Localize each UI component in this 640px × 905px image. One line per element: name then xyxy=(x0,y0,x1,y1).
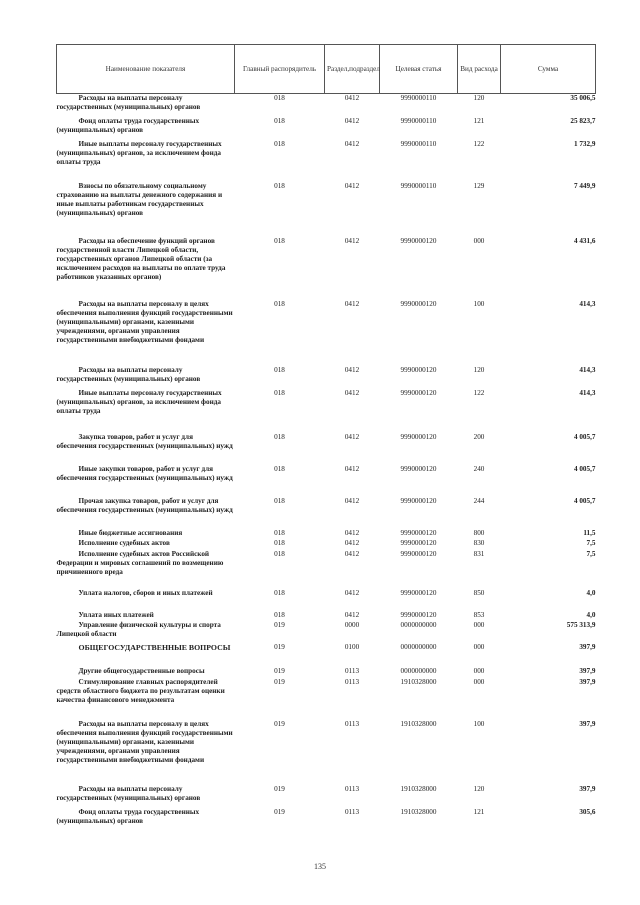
cell-celevaya: 9990000120 xyxy=(400,299,437,308)
cell-glavny: 019 xyxy=(274,719,285,728)
cell-summa: 11,5 xyxy=(583,528,596,537)
cell-name-text: Иные закупки товаров, работ и услуг для обеспечения государственных (муниципальных) нужд xyxy=(56,464,233,482)
cell-name-text: ОБЩЕГОСУДАРСТВЕННЫЕ ВОПРОСЫ xyxy=(78,642,231,652)
cell-name-text: Расходы на выплаты персоналу в целях обеспечения выполнения функций государственными (муниципальными) органами, казенными учреждениями, органами управления государственными внебюджетными фондами xyxy=(56,719,233,764)
cell-name xyxy=(57,497,235,529)
cell-summa: 414,3 xyxy=(579,299,596,308)
cell-vid: 800 xyxy=(473,528,485,537)
cell-glavny: 018 xyxy=(274,588,285,597)
cell-name-text: Взносы по обязательному социальному страхованию на выплаты денежного содержания и иные выплаты работникам государственных (муниципальных) органов xyxy=(56,181,223,217)
table-row xyxy=(57,117,596,140)
cell-vid: 830 xyxy=(473,538,485,547)
cell-name xyxy=(57,720,235,785)
cell-celevaya: 9990000120 xyxy=(400,528,437,537)
cell-glavny: 018 xyxy=(274,181,285,190)
cell-razdel: 0412 xyxy=(344,94,360,102)
cell-celevaya: 0000000000 xyxy=(400,666,437,675)
cell-name-text: Иные выплаты персоналу государственных (муниципальных) органов, за исключением фонда оплаты труда xyxy=(56,139,222,166)
cell-glavny: 018 xyxy=(274,365,285,374)
cell-name-text: Расходы на выплаты персоналу государственных (муниципальных) органов xyxy=(56,365,201,383)
cell-summa: 575 313,9 xyxy=(566,620,596,629)
cell-name xyxy=(57,643,235,667)
cell-celevaya: 9990000120 xyxy=(400,496,437,505)
cell-name-text: Исполнение судебных актов Российской Федерации и мировых соглашений по возмещению причиненного вреда xyxy=(56,549,224,576)
cell-razdel: 0000 xyxy=(344,620,360,629)
cell-summa: 414,3 xyxy=(579,365,596,374)
cell-summa: 7,5 xyxy=(586,538,596,547)
table-row xyxy=(57,785,596,808)
cell-celevaya: 1910328000 xyxy=(400,719,437,728)
cell-summa: 4,0 xyxy=(586,588,596,597)
cell-name-text: Уплата налогов, сборов и иных платежей xyxy=(78,588,213,597)
table-row xyxy=(57,539,596,550)
cell-name-text: Фонд оплаты труда государственных (муниципальных) органов xyxy=(56,807,200,825)
cell-name xyxy=(57,366,235,389)
cell-vid: 122 xyxy=(473,388,485,397)
cell-name-text: Прочая закупка товаров, работ и услуг для обеспечения государственных (муниципальных) нужд xyxy=(56,496,233,514)
cell-summa: 414,3 xyxy=(579,388,596,397)
cell-glavny: 019 xyxy=(274,620,285,629)
cell-summa: 397,9 xyxy=(579,666,596,675)
table-row xyxy=(57,621,596,643)
cell-razdel: 0412 xyxy=(344,588,360,597)
table-row xyxy=(57,667,596,678)
cell-glavny: 018 xyxy=(274,139,285,148)
cell-razdel: 0113 xyxy=(344,666,360,675)
header-razdel: Раздел,подраздел xyxy=(325,45,380,94)
cell-glavny: 018 xyxy=(274,496,285,505)
table-row xyxy=(57,589,596,611)
cell-celevaya: 9990000110 xyxy=(400,94,437,102)
cell-summa: 397,9 xyxy=(579,784,596,793)
cell-celevaya: 9990000110 xyxy=(400,181,437,190)
cell-glavny: 018 xyxy=(274,538,285,547)
cell-celevaya: 9990000120 xyxy=(400,365,437,374)
cell-name xyxy=(57,529,235,539)
table-row xyxy=(57,611,596,621)
table-row xyxy=(57,529,596,539)
table-row xyxy=(57,140,596,182)
cell-razdel: 0412 xyxy=(344,432,360,441)
budget-table xyxy=(56,44,596,828)
cell-summa: 4 431,6 xyxy=(573,236,596,245)
cell-name xyxy=(57,611,235,621)
cell-summa: 397,9 xyxy=(579,677,596,686)
cell-glavny: 018 xyxy=(274,299,285,308)
cell-name-text: Уплата иных платежей xyxy=(78,610,154,619)
cell-vid: 120 xyxy=(473,94,485,102)
cell-name xyxy=(57,550,235,589)
cell-name xyxy=(57,140,235,182)
page-number: 135 xyxy=(314,862,326,871)
table-row xyxy=(57,678,596,720)
cell-glavny: 018 xyxy=(274,610,285,619)
cell-name-text: Иные выплаты персоналу государственных (муниципальных) органов, за исключением фонда оплаты труда xyxy=(56,388,222,415)
cell-vid: 850 xyxy=(473,588,485,597)
cell-name-text: Стимулирование главных распорядителей средств областного бюджета по результатам оценки качества финансового менеджмента xyxy=(56,677,225,704)
cell-name-text: Расходы на обеспечение функций органов государственной власти Липецкой области, государственных органов Липецкой области (за исключением расходов на выплаты по оплате труда работников указанных органов) xyxy=(56,236,226,281)
cell-name-text: Расходы на выплаты персоналу государственных (муниципальных) органов xyxy=(56,784,201,802)
cell-razdel: 0113 xyxy=(344,807,360,816)
cell-name-text: Другие общегосударственные вопросы xyxy=(78,666,205,675)
cell-name-text: Закупка товаров, работ и услуг для обеспечения государственных (муниципальных) нужд xyxy=(56,432,233,450)
cell-vid: 000 xyxy=(473,666,485,675)
cell-vid: 000 xyxy=(473,677,485,686)
cell-name xyxy=(57,678,235,720)
cell-name-text: Расходы на выплаты персоналу государственных (муниципальных) органов xyxy=(56,94,201,111)
cell-name xyxy=(57,808,235,828)
cell-name xyxy=(57,465,235,497)
cell-vid: 100 xyxy=(473,299,485,308)
cell-vid: 100 xyxy=(473,719,485,728)
cell-summa: 35 006,5 xyxy=(570,94,596,102)
cell-razdel: 0412 xyxy=(344,528,360,537)
table-row xyxy=(57,237,596,300)
cell-razdel: 0412 xyxy=(344,610,360,619)
cell-vid: 129 xyxy=(473,181,485,190)
cell-name-text: Иные бюджетные ассигнования xyxy=(78,528,183,537)
cell-vid: 240 xyxy=(473,464,485,473)
cell-celevaya: 0000000000 xyxy=(400,620,437,629)
cell-vid: 853 xyxy=(473,610,485,619)
cell-name xyxy=(57,237,235,300)
table-row xyxy=(57,720,596,785)
table-row xyxy=(57,94,596,117)
table-row xyxy=(57,808,596,828)
cell-razdel: 0412 xyxy=(344,538,360,547)
cell-name-text: Фонд оплаты труда государственных (муниципальных) органов xyxy=(56,116,200,134)
cell-glavny: 019 xyxy=(274,807,285,816)
cell-celevaya: 1910328000 xyxy=(400,784,437,793)
cell-glavny: 018 xyxy=(274,388,285,397)
cell-glavny: 018 xyxy=(274,236,285,245)
cell-razdel: 0412 xyxy=(344,464,360,473)
cell-name xyxy=(57,94,235,117)
cell-razdel: 0113 xyxy=(344,719,360,728)
cell-summa: 397,9 xyxy=(579,642,596,651)
cell-vid: 121 xyxy=(473,807,485,816)
cell-vid: 831 xyxy=(473,549,485,558)
cell-vid: 200 xyxy=(473,432,485,441)
cell-glavny: 018 xyxy=(274,464,285,473)
cell-celevaya: 9990000110 xyxy=(400,139,437,148)
cell-vid: 121 xyxy=(473,116,485,125)
cell-razdel: 0412 xyxy=(344,236,360,245)
cell-celevaya: 9990000120 xyxy=(400,538,437,547)
table-row xyxy=(57,550,596,589)
cell-vid: 000 xyxy=(473,236,485,245)
table-row xyxy=(57,366,596,389)
cell-summa: 25 823,7 xyxy=(570,116,596,125)
cell-name xyxy=(57,117,235,140)
cell-glavny: 018 xyxy=(274,432,285,441)
table-row xyxy=(57,389,596,433)
cell-summa: 397,9 xyxy=(579,719,596,728)
cell-summa: 305,6 xyxy=(579,807,596,816)
cell-name-text: Расходы на выплаты персоналу в целях обеспечения выполнения функций государственными (муниципальными) органами, казенными учреждениями, органами управления государственными внебюджетными фондами xyxy=(56,299,233,344)
cell-glavny: 019 xyxy=(274,784,285,793)
header-summa: Сумма xyxy=(501,45,596,94)
cell-name xyxy=(57,621,235,643)
cell-glavny: 018 xyxy=(274,116,285,125)
cell-celevaya: 9990000120 xyxy=(400,388,437,397)
cell-name-text: Управление физической культуры и спорта Липецкой области xyxy=(56,620,221,638)
table-body xyxy=(57,94,596,828)
cell-celevaya: 1910328000 xyxy=(400,677,437,686)
cell-celevaya: 9990000120 xyxy=(400,464,437,473)
cell-glavny: 018 xyxy=(274,528,285,537)
header-name: Наименование показателя xyxy=(57,45,235,94)
cell-name xyxy=(57,539,235,550)
cell-name-text: Исполнение судебных актов xyxy=(78,538,170,547)
cell-razdel: 0113 xyxy=(344,784,360,793)
cell-razdel: 0113 xyxy=(344,677,360,686)
cell-vid: 000 xyxy=(473,642,485,651)
cell-razdel: 0412 xyxy=(344,388,360,397)
cell-celevaya: 9990000110 xyxy=(400,116,437,125)
cell-razdel: 0412 xyxy=(344,549,360,558)
cell-vid: 244 xyxy=(473,496,485,505)
table-row xyxy=(57,465,596,497)
cell-glavny: 018 xyxy=(274,549,285,558)
cell-celevaya: 9990000120 xyxy=(400,549,437,558)
header-glavny: Главный распорядитель xyxy=(235,45,325,94)
table-row xyxy=(57,643,596,667)
table-row xyxy=(57,182,596,237)
cell-summa: 4 005,7 xyxy=(573,432,596,441)
cell-vid: 120 xyxy=(473,784,485,793)
cell-celevaya: 9990000120 xyxy=(400,236,437,245)
cell-summa: 4 005,7 xyxy=(573,496,596,505)
cell-celevaya: 9990000120 xyxy=(400,588,437,597)
cell-razdel: 0412 xyxy=(344,181,360,190)
cell-name xyxy=(57,667,235,678)
cell-summa: 7,5 xyxy=(586,549,596,558)
cell-glavny: 018 xyxy=(274,94,285,102)
cell-summa: 4 005,7 xyxy=(573,464,596,473)
cell-celevaya: 9990000120 xyxy=(400,432,437,441)
table-row xyxy=(57,300,596,366)
cell-razdel: 0412 xyxy=(344,496,360,505)
cell-name xyxy=(57,389,235,433)
cell-name xyxy=(57,589,235,611)
cell-celevaya: 1910328000 xyxy=(400,807,437,816)
cell-razdel: 0412 xyxy=(344,116,360,125)
table-header xyxy=(57,45,596,94)
cell-glavny: 019 xyxy=(274,677,285,686)
cell-vid: 120 xyxy=(473,365,485,374)
cell-glavny: 019 xyxy=(274,666,285,675)
cell-glavny: 019 xyxy=(274,642,285,651)
header-celevaya: Целевая статья xyxy=(380,45,458,94)
cell-razdel: 0412 xyxy=(344,139,360,148)
cell-summa: 7 449,9 xyxy=(573,181,596,190)
cell-celevaya: 0000000000 xyxy=(400,642,437,651)
table-row xyxy=(57,433,596,465)
cell-vid: 000 xyxy=(473,620,485,629)
header-vid: Вид расхода xyxy=(458,45,501,94)
cell-name xyxy=(57,785,235,808)
cell-name xyxy=(57,433,235,465)
cell-summa: 4,0 xyxy=(586,610,596,619)
cell-name xyxy=(57,300,235,366)
cell-name xyxy=(57,182,235,237)
table-row xyxy=(57,497,596,529)
cell-summa: 1 732,9 xyxy=(573,139,596,148)
cell-vid: 122 xyxy=(473,139,485,148)
cell-razdel: 0100 xyxy=(344,642,360,651)
cell-razdel: 0412 xyxy=(344,299,360,308)
cell-razdel: 0412 xyxy=(344,365,360,374)
cell-celevaya: 9990000120 xyxy=(400,610,437,619)
